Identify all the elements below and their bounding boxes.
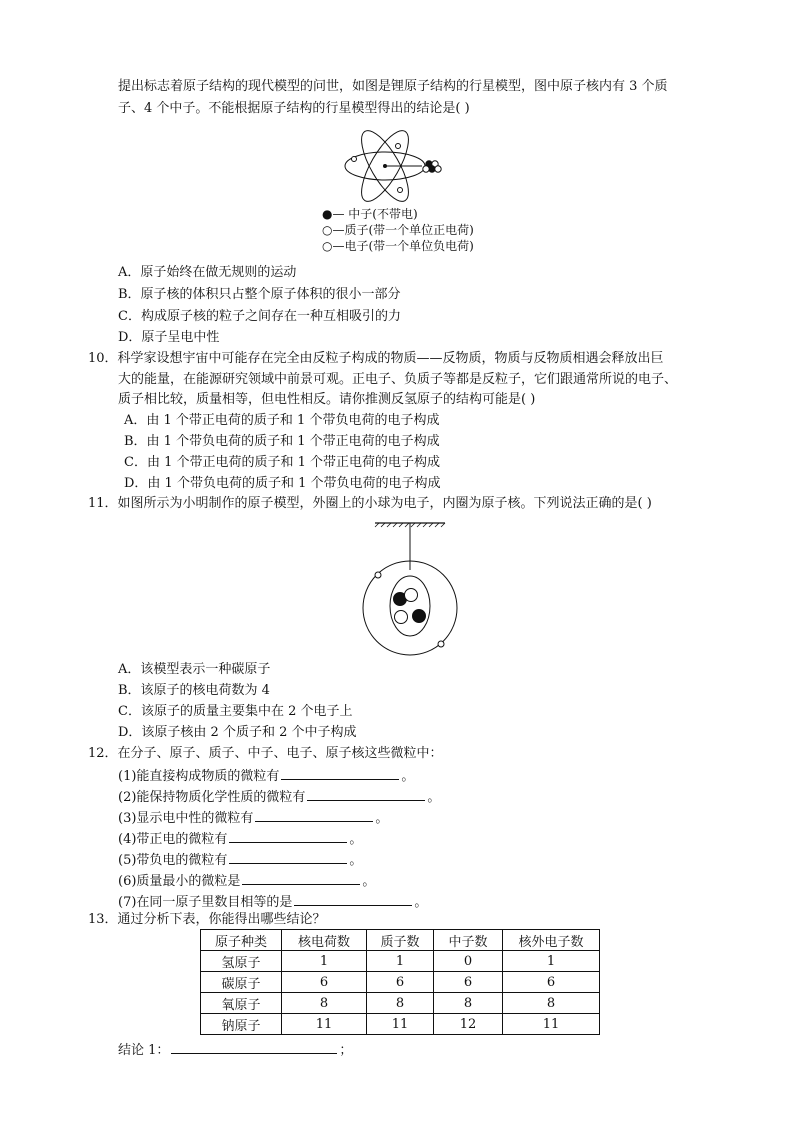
lithium-planetary-model-figure: [340, 126, 450, 206]
hanging-atom-model-figure: [360, 520, 460, 660]
table-cell: 1: [367, 951, 434, 972]
q12-item-7-end: 。: [414, 895, 428, 910]
q9-option-a[interactable]: A．原子始终在做无规则的运动: [118, 265, 297, 280]
q12-stem: 12．在分子、原子、质子、中子、电子、原子核这些微粒中：: [88, 746, 443, 761]
q11-option-c[interactable]: C．该原子的质量主要集中在 2 个电子上: [118, 704, 353, 719]
q12-item-4-end: 。: [349, 832, 363, 847]
table-cell: 11: [367, 1014, 434, 1035]
q12-item-6-end: 。: [362, 874, 376, 889]
q12-answer-blank-5[interactable]: [229, 849, 347, 864]
table-cell: 11: [282, 1014, 367, 1035]
q12-item-1: [118, 765, 414, 787]
table-header-cell: 质子数: [367, 930, 434, 951]
q13-conclusion-1: [118, 1039, 352, 1061]
q10-stem-line3: 质子相比较，质量相等，但电性相反。请你推测反氢原子的结构可能是( ): [118, 392, 536, 407]
q12-item-3-end: 。: [375, 811, 389, 826]
table-cell: 0: [434, 951, 503, 972]
q13-conclusion-blank-1[interactable]: [171, 1039, 337, 1054]
q12-answer-blank-4[interactable]: [229, 828, 347, 843]
q10-stem-line1: 10．科学家设想宇宙中可能存在完全由反粒子构成的物质——反物质，物质与反物质相遇会释放出巨: [88, 351, 664, 366]
table-cell: 氢原子: [201, 951, 282, 972]
q12-answer-blank-3[interactable]: [255, 807, 373, 822]
table-row: [201, 993, 600, 1014]
table-header-cell: 中子数: [434, 930, 503, 951]
q12-item-1-text: (1)能直接构成物质的微粒有: [118, 769, 280, 784]
atom-composition-table: [200, 929, 600, 1035]
q9-legend-neutron: ●— 中子(不带电): [322, 207, 418, 221]
q9-stem-line1: 提出标志着原子结构的现代模型的问世，如图是锂原子结构的行星模型，图中原子核内有 3 个质: [118, 79, 668, 94]
q9-stem-line2: 子、4 个中子。不能根据原子结构的行星模型得出的结论是( ): [118, 101, 470, 116]
q13-stem: 13．通过分析下表，你能得出哪些结论？: [88, 912, 326, 927]
table-cell: 6: [282, 972, 367, 993]
q9-option-b[interactable]: B．原子核的体积只占整个原子体积的很小一部分: [118, 287, 401, 302]
q10-option-c[interactable]: C．由 1 个带正电荷的质子和 1 个带正电荷的电子构成: [124, 455, 441, 470]
table-cell: 碳原子: [201, 972, 282, 993]
q9-option-d[interactable]: D．原子呈电中性: [118, 330, 220, 345]
table-cell: 1: [282, 951, 367, 972]
table-cell: 11: [503, 1014, 600, 1035]
q12-item-6: [118, 870, 375, 892]
q12-item-4: [118, 828, 362, 850]
table-cell: 8: [282, 993, 367, 1014]
q12-item-3-text: (3)显示电中性的微粒有: [118, 811, 254, 826]
q12-item-2-text: (2)能保持物质化学性质的微粒有: [118, 790, 306, 805]
q13-conclusion-end: ；: [339, 1043, 353, 1058]
table-header-cell: 原子种类: [201, 930, 282, 951]
q12-item-4-text: (4)带正电的微粒有: [118, 832, 228, 847]
q11-option-a[interactable]: A．该模型表示一种碳原子: [118, 662, 271, 677]
q12-answer-blank-7[interactable]: [294, 891, 412, 906]
q10-option-a[interactable]: A．由 1 个带正电荷的质子和 1 个带负电荷的电子构成: [124, 413, 440, 428]
table-header-cell: 核电荷数: [282, 930, 367, 951]
table-header-row: [201, 930, 600, 951]
table-cell: 8: [367, 993, 434, 1014]
q13-conclusion-label: 结论 1：: [118, 1043, 170, 1058]
table-row: [201, 972, 600, 993]
table-cell: 6: [367, 972, 434, 993]
table-cell: 6: [503, 972, 600, 993]
table-row: [201, 951, 600, 972]
q12-answer-blank-2[interactable]: [307, 786, 425, 801]
q11-option-d[interactable]: D．该原子核由 2 个质子和 2 个中子构成: [118, 725, 357, 740]
q12-item-2-end: 。: [427, 790, 441, 805]
q10-option-b[interactable]: B．由 1 个带负电荷的质子和 1 个带正电荷的电子构成: [124, 434, 440, 449]
q12-answer-blank-6[interactable]: [242, 870, 360, 885]
q12-item-5: [118, 849, 362, 871]
table-cell: 8: [434, 993, 503, 1014]
q11-option-b[interactable]: B．该原子的核电荷数为 4: [118, 683, 270, 698]
table-header-cell: 核外电子数: [503, 930, 600, 951]
q12-item-7-text: (7)在同一原子里数目相等的是: [118, 895, 293, 910]
q12-item-6-text: (6)质量最小的微粒是: [118, 874, 241, 889]
q10-stem-line2: 大的能量，在能源研究领域中前景可观。正电子、负质子等都是反粒子，它们跟通常所说的电子、: [118, 372, 678, 387]
q10-option-d[interactable]: D．由 1 个带负电荷的质子和 1 个带负电荷的电子构成: [124, 476, 441, 491]
table-cell: 6: [434, 972, 503, 993]
q11-stem: 11．如图所示为小明制作的原子模型，外圈上的小球为电子，内圈为原子核。下列说法正确的是( ): [88, 496, 652, 511]
q12-item-2: [118, 786, 440, 808]
q12-item-5-text: (5)带负电的微粒有: [118, 853, 228, 868]
table-cell: 12: [434, 1014, 503, 1035]
q12-answer-blank-1[interactable]: [281, 765, 399, 780]
q9-option-c[interactable]: C．构成原子核的粒子之间存在一种互相吸引的力: [118, 309, 401, 324]
q9-legend-proton: ○—质子(带一个单位正电荷): [322, 223, 474, 237]
q12-item-3: [118, 807, 388, 829]
table-cell: 8: [503, 993, 600, 1014]
q12-item-5-end: 。: [349, 853, 363, 868]
q12-item-1-end: 。: [401, 769, 415, 784]
nucleus-enlarged: [423, 161, 441, 172]
table-cell: 1: [503, 951, 600, 972]
table-cell: 钠原子: [201, 1014, 282, 1035]
q9-legend-electron: ○—电子(带一个单位负电荷): [322, 239, 474, 253]
table-cell: 氧原子: [201, 993, 282, 1014]
table-row: [201, 1014, 600, 1035]
